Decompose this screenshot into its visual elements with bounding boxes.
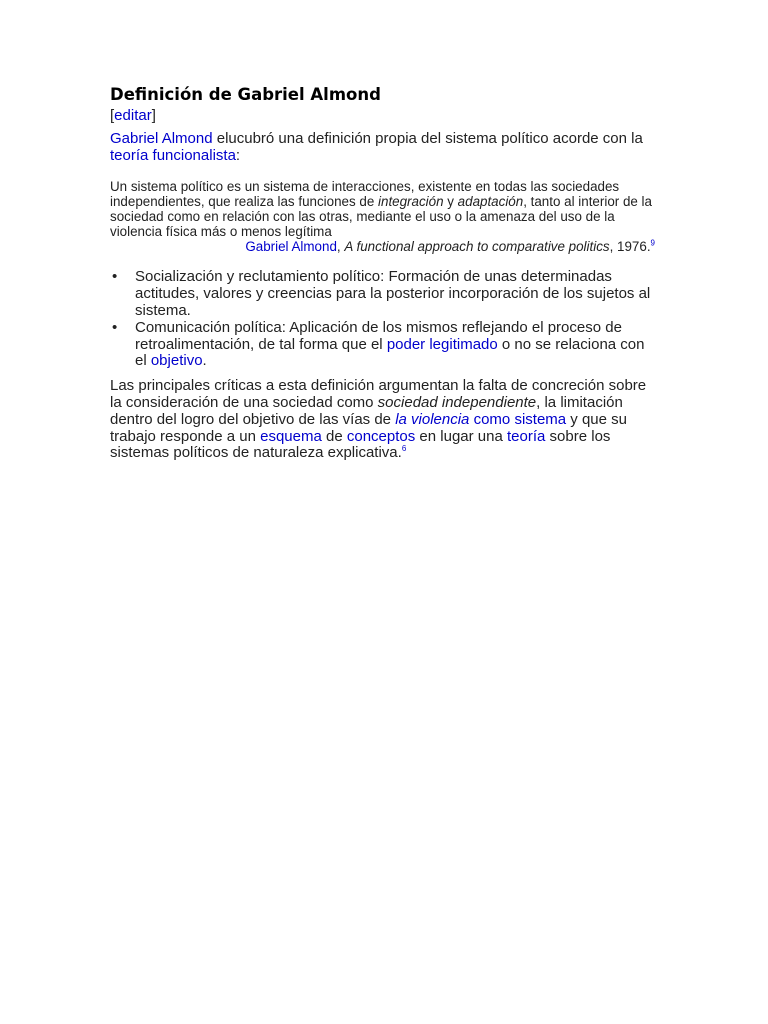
link-sistema[interactable]: sistema <box>514 410 567 428</box>
critique-text: Las principales críticas a esta definición argumentan la falta de concreción sobre la consideración de una sociedad como <box>110 377 647 411</box>
critique-emphasis: sociedad independiente <box>377 393 537 411</box>
critique-text: , la limitación dentro del logro del objetivo de las vías de <box>110 393 623 428</box>
link-la-violencia[interactable] <box>395 411 469 428</box>
edit-bracket-close: ] <box>151 107 156 124</box>
edit-link[interactable]: editar <box>114 107 152 124</box>
list-item-text: Socialización y reclutamiento político: Formación de unas determinadas actitudes, valores y creencias para la posterior incorporación de los sujetos al sistema. <box>135 268 651 319</box>
link-teoria[interactable]: teoría <box>507 427 546 445</box>
link-esquema[interactable]: esquema <box>260 427 322 445</box>
link-gabriel-almond[interactable]: Gabriel Almond <box>110 130 213 147</box>
edit-section <box>110 107 655 125</box>
intro-paragraph <box>110 131 655 165</box>
list-item-text: o no se relaciona con el <box>135 335 645 370</box>
list-item-text: . <box>202 352 207 370</box>
link-la-violencia-label: la violencia <box>395 410 470 428</box>
bullet-icon: • <box>112 318 118 336</box>
quote-text: Un sistema político es un sistema de interacciones, existente en todas las sociedades independientes, que realiza las funciones de <box>110 178 620 209</box>
intro-colon: : <box>235 146 241 164</box>
quote-text: y <box>443 193 458 209</box>
quote-citation <box>110 239 655 255</box>
critique-text: sobre los sistemas políticos de naturaleza explicativa. <box>110 427 611 462</box>
citation-year: , 1976. <box>609 239 651 255</box>
link-teoria-funcionalista[interactable]: teoría funcionalista <box>110 146 236 164</box>
critique-paragraph <box>110 378 655 462</box>
edit-bracket-open: [ <box>110 107 115 124</box>
list-item <box>112 268 655 319</box>
section-heading: Definición de Gabriel Almond <box>110 85 381 104</box>
citation-work-title: A functional approach to comparative politics <box>344 239 610 255</box>
link-poder-legitimado[interactable]: poder legitimado <box>386 335 498 353</box>
link-citation-author[interactable]: Gabriel Almond <box>245 239 337 255</box>
reference-link-6[interactable]: 6 <box>401 444 407 454</box>
link-conceptos[interactable]: conceptos <box>346 427 416 445</box>
quote-emphasis-integracion: integración <box>378 193 444 209</box>
citation-separator: , <box>336 239 345 255</box>
link-como[interactable]: como <box>473 410 511 428</box>
bullet-icon: • <box>112 268 118 286</box>
critique-text: y que su trabajo responde a un <box>110 410 627 445</box>
critique-text: en lugar una <box>415 427 508 445</box>
intro-text: elucubró una definición propia del sistema político acorde con la <box>212 130 643 147</box>
quote-text: , tanto al interior de la sociedad como en relación con las otras, mediante el uso o la amenaza del uso de la violencia física más o menos legítima <box>110 193 652 240</box>
reference-link-9[interactable]: 9 <box>650 238 655 248</box>
critique-text: de <box>321 427 347 445</box>
article-section <box>110 85 655 462</box>
list-item <box>112 318 655 370</box>
definition-quote <box>110 179 655 240</box>
link-objetivo[interactable]: objetivo <box>150 352 203 370</box>
list-item-text: Comunicación política: Aplicación de los mismos reflejando el proceso de retroalimentación, de tal forma que el <box>135 318 622 353</box>
quote-emphasis-adaptacion: adaptación <box>457 193 524 209</box>
functions-list <box>110 269 655 370</box>
